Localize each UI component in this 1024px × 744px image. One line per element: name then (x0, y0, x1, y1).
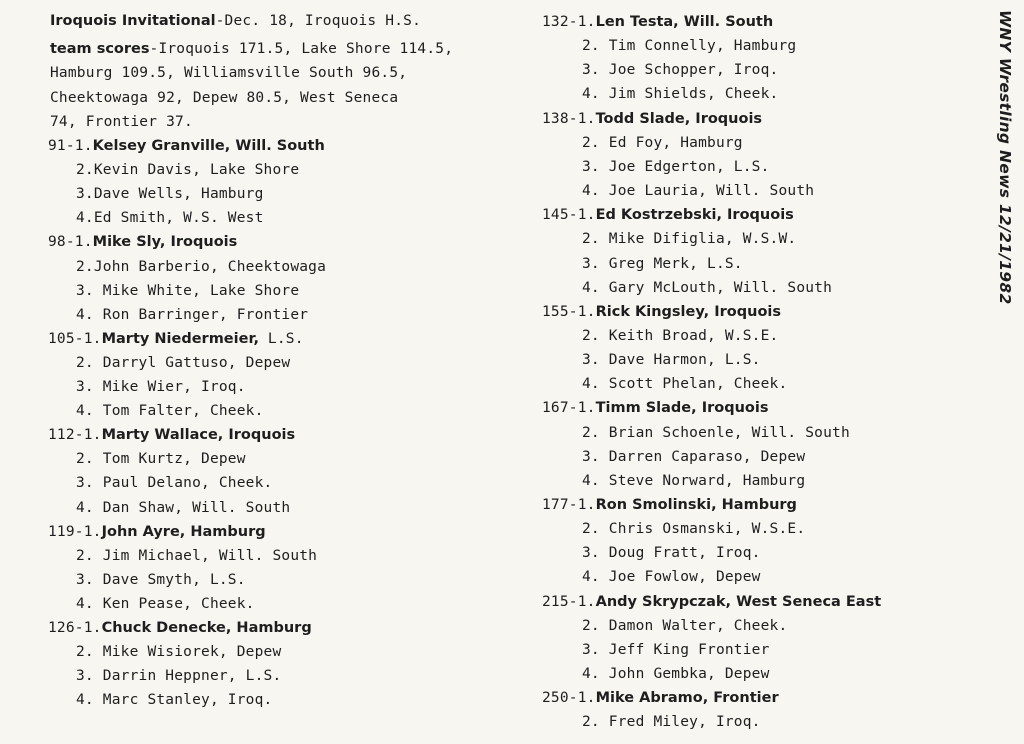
placement-line: 2. Darryl Gattuso, Depew (76, 354, 291, 371)
weight-class: 167-1. (542, 400, 596, 417)
placement-line: 4. Dan Shaw, Will. South (76, 499, 291, 516)
placement-line: 2. Mike Difiglia, W.S.W. (582, 231, 797, 248)
event-detail: -Dec. 18, Iroquois H.S. (215, 13, 422, 29)
weight-winner-line (542, 110, 762, 128)
placement-line: 4. Joe Fowlow, Depew (582, 569, 761, 586)
winner-name: Timm Slade, Iroquois (595, 400, 769, 417)
winner-team: L.S. (258, 330, 304, 347)
placement-line: 3. Dave Smyth, L.S. (76, 571, 246, 588)
weight-winner-line (48, 523, 266, 541)
event-name: Iroquois Invitational (50, 13, 216, 29)
publication-caption-text: WNY Wrestling News 12/21/1982 (996, 10, 1014, 305)
placement-line: 2. Damon Walter, Cheek. (582, 617, 788, 634)
winner-name: Ron Smolinski, Hamburg (595, 497, 797, 513)
placement-line: 4. Steve Norward, Hamburg (582, 472, 806, 489)
placement-line: 4. Jim Shields, Cheek. (582, 86, 779, 103)
weight-winner-line (542, 303, 781, 321)
weight-class: 177-1. (542, 497, 596, 513)
team-scores-line: Cheektowaga 92, Depew 80.5, West Seneca (50, 90, 399, 106)
winner-name: John Ayre, Hamburg (101, 523, 266, 540)
team-scores-line: 74, Frontier 37. (50, 114, 193, 130)
weight-class: 119-1. (48, 523, 102, 540)
placement-line: 3. Dave Harmon, L.S. (582, 352, 761, 369)
weight-class: 250-1. (542, 690, 596, 707)
winner-name: Todd Slade, Iroquois (595, 110, 763, 127)
weight-winner-line (542, 206, 794, 224)
placement-line: 3. Mike Wier, Iroq. (76, 379, 246, 395)
placement-line: 3.Dave Wells, Hamburg (76, 186, 264, 203)
placement-line: 2. Tim Connelly, Hamburg (582, 38, 797, 55)
placement-line: 3. Joe Schopper, Iroq. (582, 62, 779, 79)
placement-line: 2. Jim Michael, Will. South (76, 547, 318, 564)
placement-line: 2. Brian Schoenle, Will. South (582, 424, 850, 441)
weight-winner-line (542, 399, 768, 417)
placement-line: 3. Joe Edgerton, L.S. (582, 158, 770, 175)
placement-line: 2. Keith Broad, W.S.E. (582, 327, 779, 344)
weight-class: 145-1. (542, 207, 596, 224)
placement-line: 3. Doug Fratt, Iroq. (582, 545, 761, 562)
placement-line: 4. Joe Lauria, Will. South (582, 183, 815, 200)
weight-class: 126-1. (48, 620, 102, 636)
weight-winner-line (542, 689, 779, 707)
weight-class: 105-1. (48, 330, 102, 347)
team-scores-text: -Iroquois 171.5, Lake Shore 114.5, (149, 41, 454, 57)
weight-class: 98-1. (48, 234, 93, 251)
placement-line: 4.Ed Smith, W.S. West (76, 210, 264, 227)
team-scores-line: Hamburg 109.5, Williamsville South 96.5, (50, 65, 408, 81)
winner-name: Mike Sly, Iroquois (92, 234, 238, 251)
placement-line: 2. Tom Kurtz, Depew (76, 451, 246, 468)
placement-line: 4. Ron Barringer, Frontier (76, 306, 309, 323)
weight-winner-line (48, 330, 304, 348)
weight-class: 155-1. (542, 303, 596, 320)
weight-winner-line (542, 593, 881, 611)
weight-winner-line (48, 137, 325, 155)
placement-line: 3. Mike White, Lake Shore (76, 282, 300, 299)
placement-line: 2. Mike Wisiorek, Depew (76, 644, 282, 661)
placement-line: 4. Ken Pease, Cheek. (76, 595, 255, 612)
winner-name: Mike Abramo, Frontier (595, 690, 779, 707)
weight-winner-line (542, 496, 797, 514)
team-scores-line (50, 40, 453, 58)
winner-name: Len Testa, Will. South (595, 14, 774, 30)
placement-line: 2.John Barberio, Cheektowaga (76, 258, 327, 275)
placement-line: 3. Darrin Heppner, L.S. (76, 668, 282, 685)
placement-line: 3. Greg Merk, L.S. (582, 255, 743, 272)
weight-class: 215-1. (542, 593, 596, 610)
winner-name: Kelsey Granville, Will. South (92, 138, 325, 154)
publication-caption (984, 10, 1024, 350)
placement-line: 2. Chris Osmanski, W.S.E. (582, 521, 806, 538)
weight-class: 132-1. (542, 14, 596, 30)
placement-line: 4. Tom Falter, Cheek. (76, 403, 264, 420)
placement-line: 4. Scott Phelan, Cheek. (582, 376, 788, 393)
placement-line: 2. Ed Foy, Hamburg (582, 134, 743, 151)
placement-line: 2. Fred Miley, Iroq. (582, 714, 761, 731)
weight-class: 138-1. (542, 110, 596, 127)
weight-winner-line (48, 619, 312, 637)
winner-name: Ed Kostrzebski, Iroquois (595, 207, 794, 224)
weight-class: 112-1. (48, 427, 102, 444)
weight-winner-line (48, 426, 295, 444)
placement-line: 4. John Gembka, Depew (582, 666, 770, 683)
placement-line: 2.Kevin Davis, Lake Shore (76, 162, 300, 179)
placement-line: 3. Darren Caparaso, Depew (582, 448, 806, 465)
weight-winner-line (48, 233, 237, 251)
winner-name: Marty Wallace, Iroquois (101, 427, 296, 444)
placement-line: 3. Jeff King Frontier (582, 641, 770, 658)
event-title-line (50, 12, 421, 30)
winner-name: Chuck Denecke, Hamburg (101, 620, 312, 636)
weight-class: 91-1. (48, 138, 93, 154)
placement-line: 4. Gary McLouth, Will. South (582, 279, 833, 296)
team-scores-label: team scores (50, 41, 150, 57)
winner-name: Marty Niedermeier, (101, 330, 259, 347)
placement-line: 3. Paul Delano, Cheek. (76, 475, 273, 492)
winner-name: Rick Kingsley, Iroquois (595, 303, 782, 320)
placement-line: 4. Marc Stanley, Iroq. (76, 692, 273, 709)
winner-name: Andy Skrypczak, West Seneca East (595, 593, 882, 610)
weight-winner-line (542, 13, 773, 31)
